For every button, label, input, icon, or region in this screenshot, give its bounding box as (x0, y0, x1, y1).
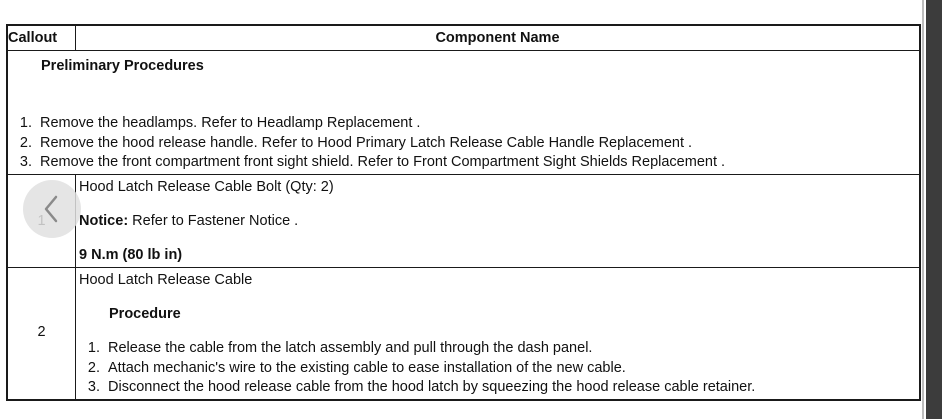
list-item: 3. Disconnect the hood release cable from the hood latch by squeezing the hood release cable retainer. (87, 379, 756, 395)
preliminary-cell (7, 51, 920, 175)
callout-number: 2 (37, 324, 46, 340)
list-item: 2. Attach mechanic's wire to the existing cable to ease installation of the new cable. (87, 359, 626, 376)
preliminary-title: Preliminary Procedures (41, 58, 204, 74)
previous-page-button[interactable] (23, 180, 81, 238)
preliminary-row (7, 51, 920, 175)
header-callout: Callout (7, 25, 76, 51)
notice-label: Notice: (79, 213, 129, 229)
procedure-title: Procedure (109, 306, 181, 322)
step-text: Attach mechanic's wire to the existing cable to ease installation of the new cable. (108, 359, 626, 376)
list-item: 3. Remove the front compartment front sight shield. Refer to Front Compartment Sight Shields Replacement . (19, 154, 726, 170)
notice-text: Refer to Fastener Notice . (128, 213, 299, 229)
viewer-scrollbar[interactable] (926, 0, 942, 419)
list-item: 1. Release the cable from the latch assembly and pull through the dash panel. (87, 340, 593, 356)
notice (79, 213, 298, 229)
step-text: Release the cable from the latch assembly and pull through the dash panel. (108, 340, 593, 356)
procedure-steps (76, 339, 755, 398)
chevron-left-icon (41, 194, 63, 224)
component-table (6, 24, 921, 401)
step-text: Remove the hood release handle. Refer to Hood Primary Latch Release Cable Handle Replacement . (40, 134, 693, 151)
torque-spec: 9 N.m (80 lb in) (79, 247, 183, 263)
component-cell (76, 268, 921, 401)
component-cell (76, 175, 921, 268)
step-text: Disconnect the hood release cable from the hood latch by squeezing the hood release cable retainer. (108, 379, 756, 395)
component-name: Hood Latch Release Cable Bolt (Qty: 2) (79, 179, 334, 195)
step-text: Remove the headlamps. Refer to Headlamp Replacement . (40, 115, 421, 131)
step-text: Remove the front compartment front sight shield. Refer to Front Compartment Sight Shields Replacement . (40, 154, 726, 170)
list-item: 1. Remove the headlamps. Refer to Headlamp Replacement . (19, 115, 421, 131)
component-name: Hood Latch Release Cable (79, 272, 253, 288)
table-row (7, 268, 920, 401)
viewer-edge-line (922, 0, 924, 419)
table-row (7, 175, 920, 268)
preliminary-steps (8, 114, 725, 173)
callout-cell (7, 268, 76, 401)
list-item: 2. Remove the hood release handle. Refer to Hood Primary Latch Release Cable Handle Replacement . (19, 134, 693, 151)
header-component-name: Component Name (76, 25, 921, 51)
table-header-row (7, 25, 920, 51)
